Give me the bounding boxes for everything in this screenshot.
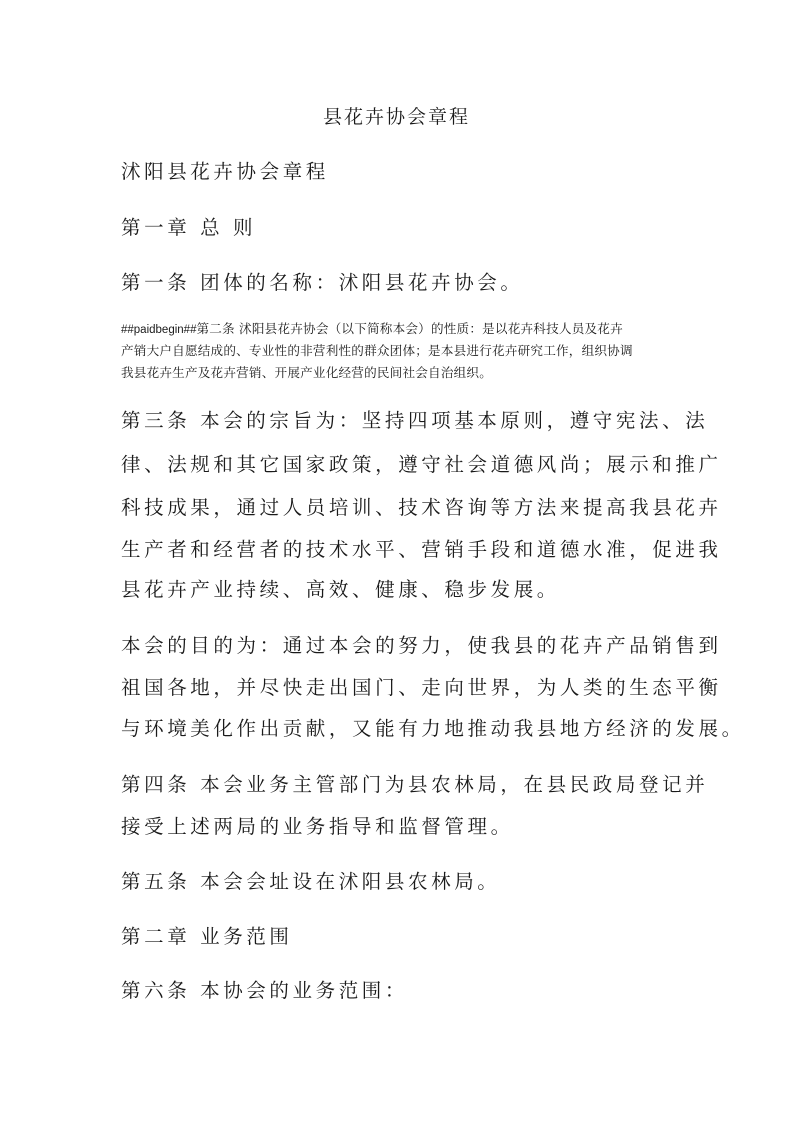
article-2-line-1-text: 第二条 沭阳县花卉协会（以下简称本会）的性质：是以花卉科技人员及花卉 bbox=[196, 321, 623, 336]
article-6: 第六条 本协会的业务范围： bbox=[121, 979, 408, 1002]
article-4-line-2: 接受上述两局的业务指导和监督管理。 bbox=[121, 815, 514, 838]
purpose-line-1: 本会的目的为：通过本会的努力，使我县的花卉产品销售到 bbox=[121, 634, 722, 657]
article-2-line-2: 产销大户自愿结成的、专业性的非营利性的群众团体；是本县进行花卉研究工作，组织协调 bbox=[121, 343, 633, 358]
chapter-2-heading: 第二章 业务范围 bbox=[121, 925, 293, 948]
document-title: 县花卉协会章程 bbox=[322, 106, 470, 128]
chapter-1-heading: 第一章 总 则 bbox=[121, 216, 257, 239]
article-1: 第一条 团体的名称：沭阳县花卉协会。 bbox=[121, 271, 524, 294]
article-2-line-1 bbox=[121, 318, 681, 341]
article-3-line-1: 第三条 本会的宗旨为：坚持四项基本原则，遵守宪法、法 bbox=[121, 409, 709, 432]
article-5: 第五条 本会会址设在沭阳县农林局。 bbox=[121, 870, 501, 893]
article-3-line-2: 律、法规和其它国家政策，遵守社会道德风尚；展示和推广 bbox=[121, 453, 722, 476]
article-3-line-3: 科技成果，通过人员培训、技术咨询等方法来提高我县花卉 bbox=[121, 496, 722, 519]
purpose-line-3: 与环境美化作出贡献，又能有力地推动我县地方经济的发展。 bbox=[121, 717, 745, 740]
purpose-line-2: 祖国各地，并尽快走出国门、走向世界，为人类的生态平衡 bbox=[121, 676, 722, 699]
article-2-line-3: 我县花卉生产及花卉营销、开展产业化经营的民间社会自治组织。 bbox=[121, 365, 493, 380]
paid-marker: ##paidbegin## bbox=[121, 324, 197, 336]
article-4-line-1: 第四条 本会业务主管部门为县农林局，在县民政局登记并 bbox=[121, 773, 709, 796]
article-3-line-4: 生产者和经营者的技术水平、营销手段和道德水准，促进我 bbox=[121, 538, 722, 561]
article-3-line-5: 县花卉产业持续、高效、健康、稳步发展。 bbox=[121, 578, 560, 601]
document-heading: 沭阳县花卉协会章程 bbox=[121, 160, 329, 183]
